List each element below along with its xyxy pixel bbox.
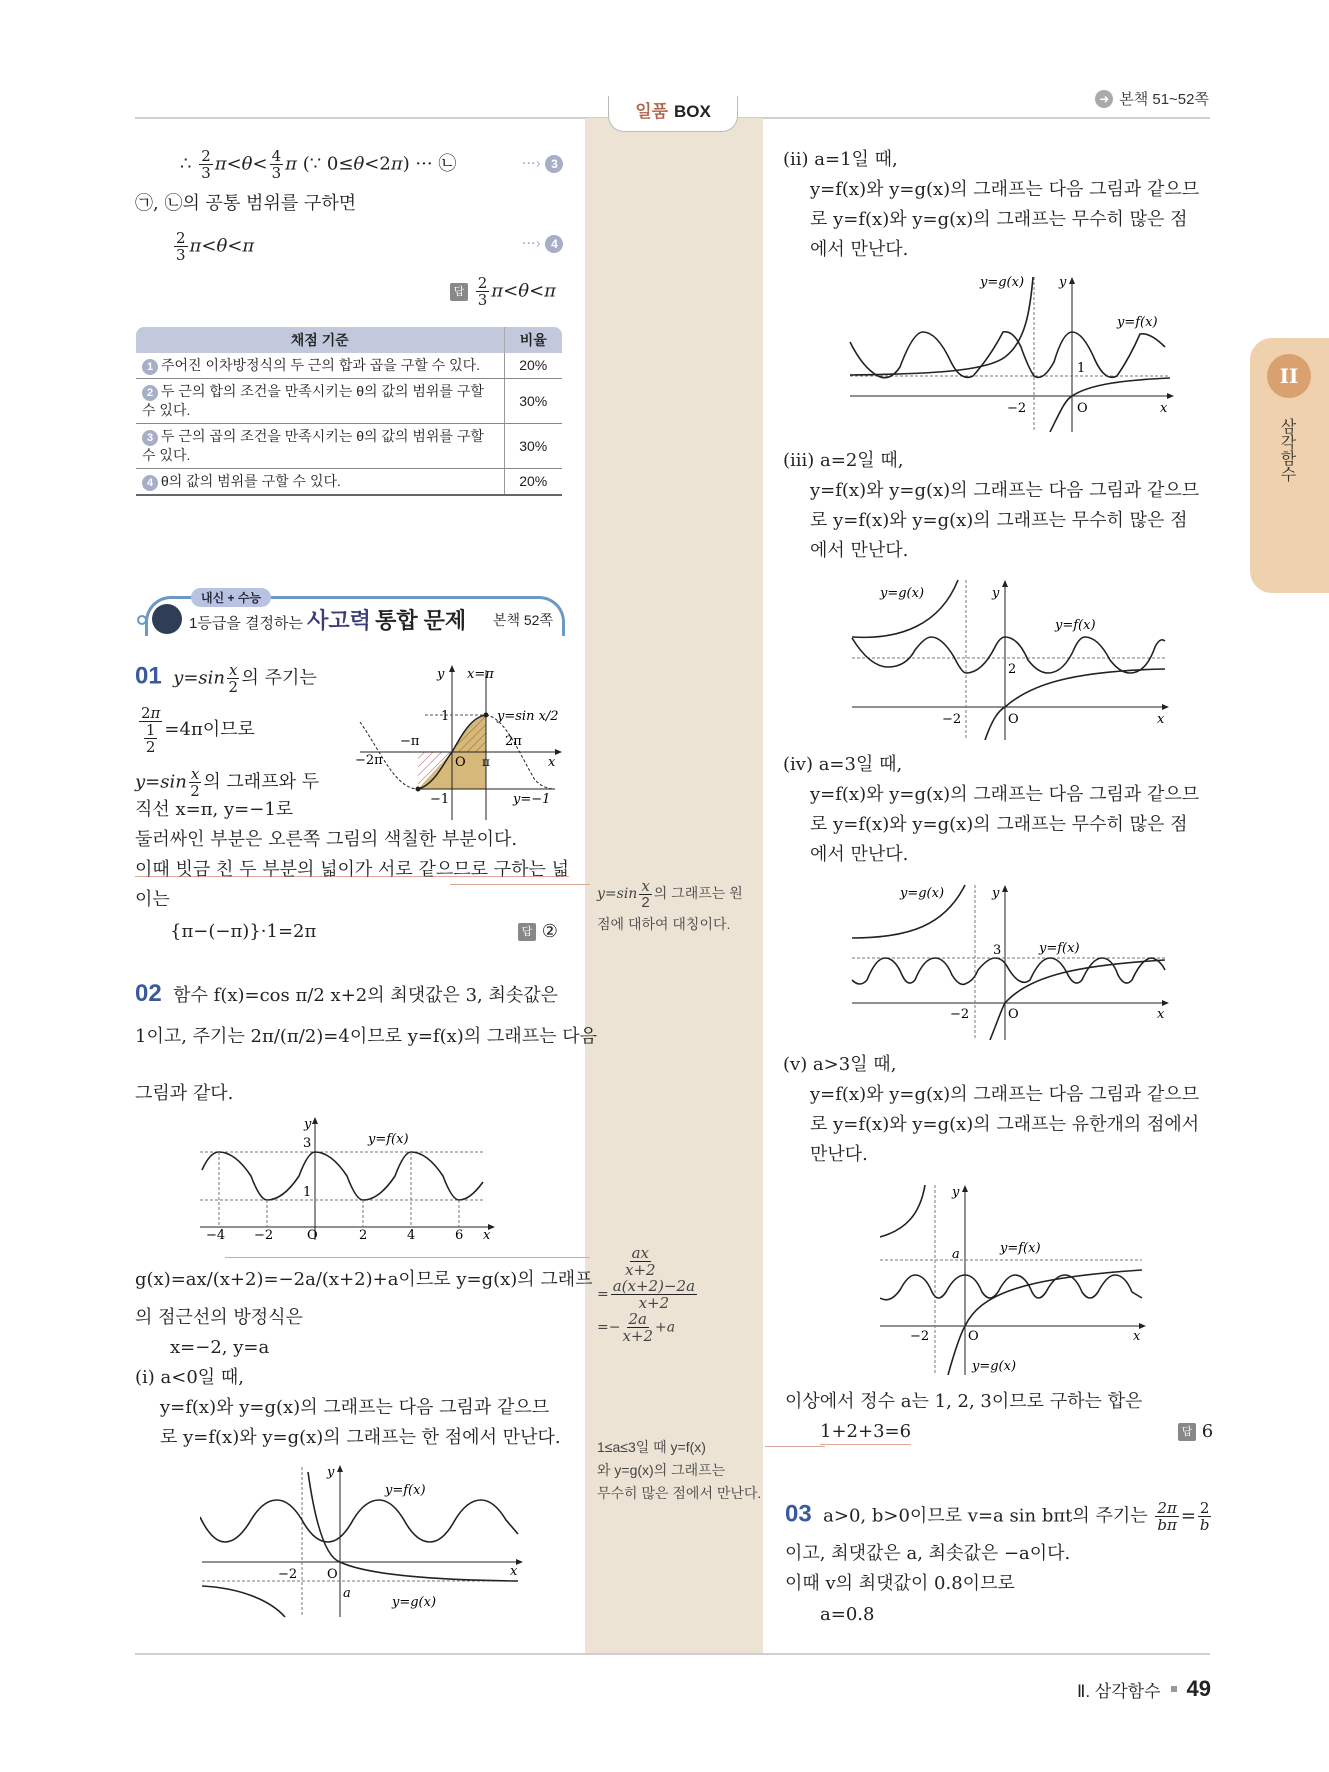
chapter-numeral: II bbox=[1267, 354, 1311, 398]
q02-line6: x=−2, y=a bbox=[170, 1337, 270, 1358]
svg-text:a: a bbox=[343, 1586, 351, 1601]
svg-text:−2: −2 bbox=[254, 1228, 274, 1240]
svg-text:π: π bbox=[482, 755, 490, 769]
svg-text:y=f(x): y=f(x) bbox=[1117, 315, 1158, 330]
q01-sine-graph bbox=[355, 660, 565, 825]
case-iii-line1: y=f(x)와 y=g(x)의 그래프는 다음 그림과 같으므 bbox=[810, 480, 1200, 501]
section-title: 1등급을 결정하는 사고력 통합 문제 bbox=[189, 608, 467, 633]
case-iv-line3: 에서 만난다. bbox=[810, 844, 909, 865]
svg-text:y=f(x): y=f(x) bbox=[1055, 618, 1096, 633]
svg-text:y=f(x): y=f(x) bbox=[1039, 941, 1080, 956]
q01-line3: y=sin $\frac{x}{2}$ 의 그래프와 두 bbox=[135, 765, 320, 800]
case-ii-line2: 로 y=f(x)와 y=g(x)의 그래프는 무수히 많은 점 bbox=[810, 209, 1188, 230]
q03-line1: 03 a>0, b>0이므로 v=a sin bπt의 주기는 $\frac{2\pi}{b\pi}$ = $\frac{2}{b}$ bbox=[785, 1499, 1210, 1534]
q01-line8: {π−(−π)}·1=2π bbox=[170, 921, 317, 942]
svg-text:O: O bbox=[1008, 1007, 1019, 1022]
prev-line1: ∴ $\frac{2}{3}$ π<θ< $\frac{4}{3}$ π (∵ 0≤θ<2π) ··· ㉡ bbox=[180, 147, 457, 182]
svg-text:−2: −2 bbox=[1007, 401, 1027, 416]
step-4: ···› 4 bbox=[522, 232, 563, 256]
svg-text:2: 2 bbox=[1008, 662, 1017, 677]
page-number: 49 bbox=[1186, 1676, 1211, 1701]
svg-text:x: x bbox=[483, 1228, 491, 1240]
table-row: 1 주어진 이차방정식의 두 근의 합과 곱을 구할 수 있다. 20% bbox=[136, 353, 562, 379]
svg-text:y: y bbox=[437, 667, 445, 682]
svg-text:O: O bbox=[327, 1567, 338, 1582]
q02-line2: 1이고, 주기는 2π/(π/2)=4이므로 y=f(x)의 그래프는 다음 bbox=[135, 1026, 597, 1047]
svg-text:4: 4 bbox=[407, 1228, 416, 1240]
q01-line4: 직선 x=π, y=−1로 bbox=[135, 799, 294, 820]
sum-line: 1+2+3=6 bbox=[820, 1420, 911, 1445]
case-ii-head: (ii) a=1일 때, bbox=[783, 149, 898, 170]
svg-text:−2: −2 bbox=[942, 712, 962, 727]
table-row: 2 두 근의 합의 조건을 만족시키는 θ의 값의 범위를 구할 수 있다. 30% bbox=[136, 379, 562, 424]
svg-text:x: x bbox=[1160, 401, 1168, 416]
q01-line1: 01 y=sin $\frac{x}{2}$ 의 주기는 bbox=[135, 661, 317, 696]
svg-text:O: O bbox=[1077, 401, 1088, 416]
case-i-line2: 로 y=f(x)와 y=g(x)의 그래프는 한 점에서 만난다. bbox=[160, 1427, 561, 1448]
conclusion: 이상에서 정수 a는 1, 2, 3이므로 구하는 합은 bbox=[785, 1391, 1143, 1412]
arrow-icon: ➜ bbox=[1095, 90, 1113, 108]
header-ratio: 비율 bbox=[504, 327, 562, 353]
case-ii-line1: y=f(x)와 y=g(x)의 그래프는 다음 그림과 같으므 bbox=[810, 179, 1200, 200]
svg-text:3: 3 bbox=[993, 943, 1002, 958]
section-pill: 내신 + 수능 bbox=[191, 588, 271, 607]
svg-text:6: 6 bbox=[455, 1228, 464, 1240]
case-iv-head: (iv) a=3일 때, bbox=[783, 754, 903, 775]
svg-text:y=f(x): y=f(x) bbox=[368, 1132, 409, 1147]
connector-line bbox=[765, 1446, 825, 1447]
q01-answer: 답 ② bbox=[518, 920, 558, 944]
box-tab bbox=[608, 96, 738, 132]
case-v-line1: y=f(x)와 y=g(x)의 그래프는 다음 그림과 같으므 bbox=[810, 1084, 1200, 1105]
footer-chapter: Ⅱ. 삼각함수 bbox=[1077, 1681, 1161, 1701]
note-symmetry: y=sin $\frac{x}{2}$ 의 그래프는 원 점에 대하여 대칭이다. bbox=[597, 877, 743, 932]
note-range: 1≤a≤3일 때 y=f(x) 와 y=g(x)의 그래프는 무수히 많은 점에서 만난다. bbox=[597, 1439, 762, 1501]
case-iv-line1: y=f(x)와 y=g(x)의 그래프는 다음 그림과 같으므 bbox=[810, 784, 1200, 805]
case-v-graph bbox=[880, 1180, 1150, 1375]
bottom-rule bbox=[135, 1653, 1210, 1655]
case-i-line1: y=f(x)와 y=g(x)의 그래프는 다음 그림과 같으므 bbox=[160, 1397, 550, 1418]
chapter-title: 삼각함수 bbox=[1278, 418, 1295, 482]
case-i-head: (i) a<0일 때, bbox=[135, 1367, 245, 1388]
page-reference bbox=[1095, 88, 1209, 109]
q01-line2: $\frac{2\pi}{\frac{1}{2}}$ =4π이므로 bbox=[141, 704, 255, 756]
svg-text:y=g(x): y=g(x) bbox=[392, 1595, 437, 1610]
brain-icon bbox=[152, 604, 182, 634]
svg-text:y=f(x): y=f(x) bbox=[385, 1483, 426, 1498]
case-iii-graph bbox=[850, 575, 1170, 740]
svg-text:−1: −1 bbox=[430, 792, 450, 807]
svg-text:2π: 2π bbox=[505, 734, 522, 749]
svg-text:−2π: −2π bbox=[355, 753, 383, 768]
section-header bbox=[135, 588, 565, 638]
svg-text:−2: −2 bbox=[278, 1567, 298, 1582]
svg-text:y=g(x): y=g(x) bbox=[980, 275, 1025, 290]
grading-table bbox=[136, 327, 562, 496]
svg-text:1: 1 bbox=[1077, 361, 1086, 376]
svg-text:x: x bbox=[1157, 712, 1165, 727]
step-3: ···› 3 bbox=[522, 152, 563, 176]
svg-text:y=−1: y=−1 bbox=[513, 792, 551, 807]
section-ref: 본책 52쪽 bbox=[492, 612, 553, 628]
svg-text:x: x bbox=[1133, 1329, 1141, 1344]
footer bbox=[1077, 1676, 1211, 1702]
case-v-line2: 로 y=f(x)와 y=g(x)의 그래프는 유한개의 점에서 bbox=[810, 1114, 1200, 1135]
q01-line5: 둘러싸인 부분은 오른쪽 그림의 색칠한 부분이다. bbox=[135, 829, 518, 850]
box-tab-black: BOX bbox=[673, 102, 711, 121]
svg-text:O: O bbox=[307, 1228, 318, 1240]
svg-text:1: 1 bbox=[303, 1185, 312, 1200]
case-ii-line3: 에서 만난다. bbox=[810, 239, 909, 260]
note-fraction: $\frac{ax}{x+2}$ = $\frac{a(x+2)-2a}{x+2}$ =− $\frac{2a}{x+2}$ +a bbox=[597, 1244, 696, 1345]
svg-text:y=sin x/2: y=sin x/2 bbox=[497, 709, 559, 724]
prev-line2: ㉠, ㉡의 공통 범위를 구하면 bbox=[135, 193, 357, 214]
svg-text:y=g(x): y=g(x) bbox=[880, 586, 925, 601]
q02-answer: 답 6 bbox=[1178, 1420, 1213, 1444]
q03-line3: 이때 v의 최댓값이 0.8이므로 bbox=[785, 1573, 1015, 1594]
q02-line1: 02 함수 f(x)=cos π/2 x+2의 최댓값은 3, 최솟값은 bbox=[135, 980, 559, 1007]
svg-text:y: y bbox=[952, 1185, 960, 1200]
svg-text:2: 2 bbox=[359, 1228, 368, 1240]
svg-text:y: y bbox=[992, 586, 1000, 601]
connector-line bbox=[225, 1257, 590, 1258]
q01-line6: 이때 빗금 친 두 부분의 넓이가 서로 같으므로 구하는 넓 bbox=[135, 859, 570, 880]
case-iii-line3: 에서 만난다. bbox=[810, 540, 909, 561]
svg-text:y=g(x): y=g(x) bbox=[900, 886, 945, 901]
case-iv-line2: 로 y=f(x)와 y=g(x)의 그래프는 무수히 많은 점 bbox=[810, 814, 1188, 835]
svg-text:y: y bbox=[992, 886, 1000, 901]
q02-line4: g(x)=ax/(x+2)=−2a/(x+2)+a이므로 y=g(x)의 그래프 bbox=[135, 1269, 593, 1290]
svg-text:3: 3 bbox=[303, 1136, 312, 1151]
q03-line2: 이고, 최댓값은 a, 최솟값은 −a이다. bbox=[785, 1543, 1071, 1564]
svg-text:y: y bbox=[327, 1465, 335, 1480]
q02-line3: 그림과 같다. bbox=[135, 1083, 234, 1104]
q02-line5: 의 점근선의 방정식은 bbox=[135, 1307, 303, 1328]
q01-line7: 이는 bbox=[135, 889, 170, 910]
svg-text:y=g(x): y=g(x) bbox=[972, 1359, 1017, 1374]
svg-text:y: y bbox=[304, 1117, 312, 1132]
svg-text:1: 1 bbox=[441, 709, 450, 724]
case-iii-head: (iii) a=2일 때, bbox=[783, 450, 904, 471]
box-tab-red: 일품 bbox=[635, 102, 669, 122]
svg-text:x: x bbox=[510, 1564, 518, 1579]
case-i-graph bbox=[200, 1462, 530, 1622]
table-row: 3 두 근의 곱의 조건을 만족시키는 θ의 값의 범위를 구할 수 있다. 30% bbox=[136, 424, 562, 469]
svg-text:x=π: x=π bbox=[467, 667, 494, 682]
svg-text:−2: −2 bbox=[910, 1329, 930, 1344]
svg-text:−4: −4 bbox=[206, 1228, 226, 1240]
svg-text:O: O bbox=[455, 755, 466, 770]
q02-cos-graph bbox=[200, 1115, 500, 1240]
svg-text:a: a bbox=[952, 1247, 960, 1262]
svg-text:O: O bbox=[1008, 712, 1019, 727]
prev-answer: 답 $\frac{2}{3}$ π<θ<π bbox=[450, 275, 556, 308]
case-iv-graph bbox=[850, 880, 1170, 1040]
table-row: 4 θ의 값의 범위를 구할 수 있다. 20% bbox=[136, 469, 562, 496]
case-ii-graph bbox=[845, 272, 1175, 432]
svg-text:y=f(x): y=f(x) bbox=[1000, 1241, 1041, 1256]
svg-text:−π: −π bbox=[400, 734, 420, 749]
svg-text:−2: −2 bbox=[950, 1007, 970, 1022]
q03-line4: a=0.8 bbox=[820, 1604, 875, 1625]
svg-text:x: x bbox=[548, 755, 556, 770]
case-iii-line2: 로 y=f(x)와 y=g(x)의 그래프는 무수히 많은 점 bbox=[810, 510, 1188, 531]
svg-text:O: O bbox=[968, 1329, 979, 1344]
svg-text:x: x bbox=[1157, 1007, 1165, 1022]
case-v-head: (v) a>3일 때, bbox=[783, 1054, 897, 1075]
page-ref-text: 본책 51~52쪽 bbox=[1119, 91, 1209, 108]
prev-line3: $\frac{2}{3}$ π<θ<π bbox=[176, 229, 255, 264]
case-v-line3: 만난다. bbox=[810, 1144, 868, 1165]
header-criteria: 채점 기준 bbox=[136, 327, 504, 353]
connector-line bbox=[450, 884, 590, 885]
chapter-tab[interactable] bbox=[1250, 338, 1329, 593]
svg-text:y: y bbox=[1059, 275, 1067, 290]
